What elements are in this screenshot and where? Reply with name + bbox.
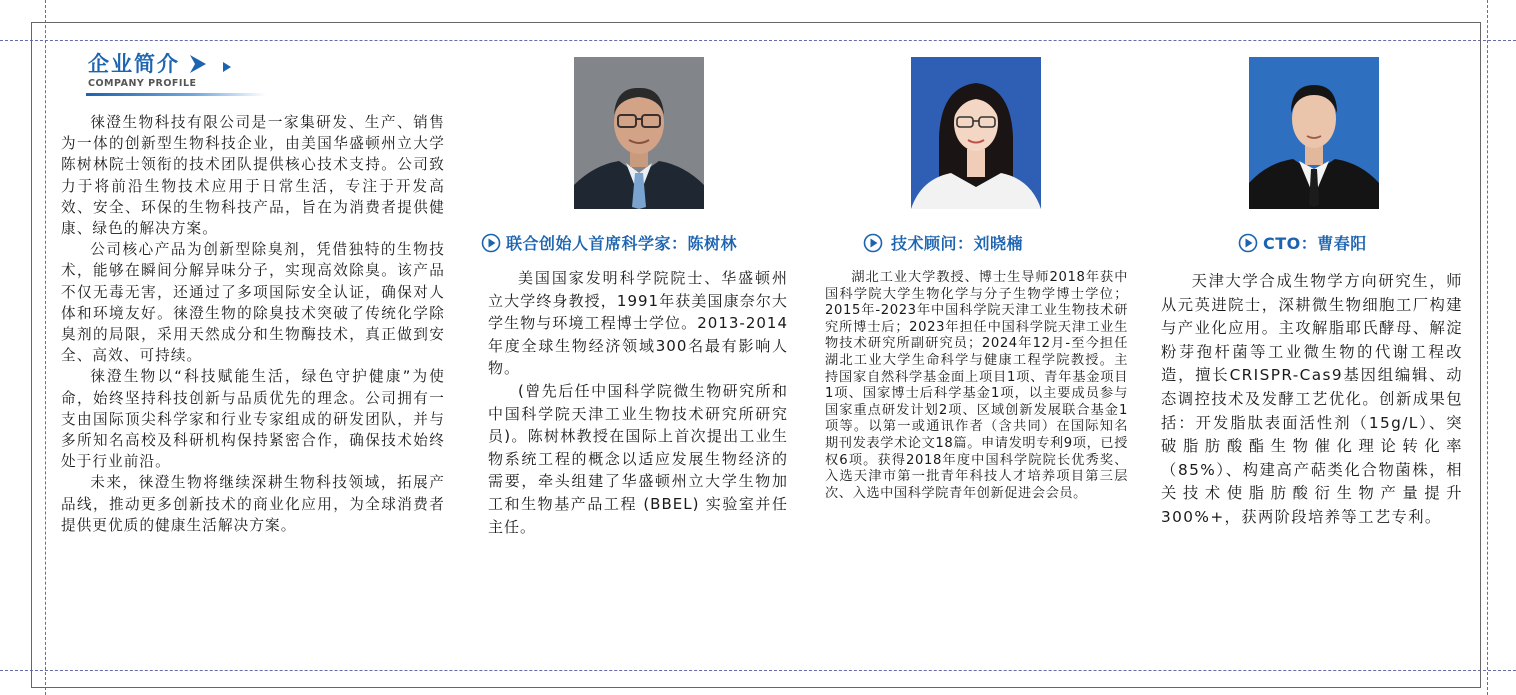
crop-guide-right <box>1487 0 1488 695</box>
bio-paragraph: 湖北工业大学教授、博士生导师2018年获中国科学院大学生物化学与分子生物学博士学位；2015年-2023年中国科学院天津工业生物技术研究所博士后；2023年担任中国科学院天津工业生物技术研究所副研究员；2024年12月-至今担任湖北工业大学生命科学与健康工程学院教授。主持国家自然科学基金面上项目1项、青年基金项目1项、国家博士后科学基金1项，以主要成员参与国家重点研发计划2项、区域创新发展联合基金1项等。以第一或通讯作者（含共同）在国际知名期刊发表学术论文18篇。申请发明专利9项，已授权6项。获得2018年度中国科学院院长优秀奖、入选天津市第一批青年科技人才培养项目第三层次、入选中国科学院青年创新促进会会员。 <box>825 270 1128 501</box>
name-label: 技术顾问：刘晓楠 <box>891 234 1024 253</box>
play-circle-icon <box>1238 233 1258 253</box>
portrait-cto <box>1249 57 1379 209</box>
bio-technical-advisor <box>825 270 1128 502</box>
intro-paragraph: 公司核心产品为创新型除臭剂，凭借独特的生物技术，能够在瞬间分解异味分子，实现高效除臭。该产品不仅无毒无害，还通过了多项国际安全认证，确保对人体和环境友好。徕澄生物的除臭技术突破了传统化学除臭剂的局限，采用天然成分和生物酶技术，真正做到安全、高效、可持续。 <box>61 241 445 365</box>
bio-paragraph: (曾先后任中国科学院微生物研究所和中国科学院天津工业生物技术研究所研究员)。陈树林教授在国际上首次提出工业生物系统工程的概念以适应发展生物经济的需要，牵头组建了华盛顿州立大学生物加工和生物基产品工程 (BBEL) 实验室并任主任。 <box>488 381 788 536</box>
company-intro <box>61 112 445 536</box>
portrait-chief-scientist <box>574 57 704 209</box>
name-label: CTO：曹春阳 <box>1263 234 1367 253</box>
section-subtitle: COMPANY PROFILE <box>88 78 197 89</box>
name-chief-scientist <box>481 231 737 254</box>
arrow-right-icon <box>188 54 208 74</box>
arrow-right-small-icon <box>222 62 232 72</box>
bio-cto <box>1161 270 1463 530</box>
intro-paragraph: 徕澄生物科技有限公司是一家集研发、生产、销售为一体的创新型生物科技企业，由美国华盛顿州立大学陈树林院士领衔的技术团队提供核心技术支持。公司致力于将前沿生物技术应用于日常生活，专注于开发高效、安全、环保的生物科技产品，旨在为消费者提供健康、绿色的解决方案。 <box>61 114 445 238</box>
section-title: 企业简介 <box>88 52 180 76</box>
section-title-rule <box>86 93 266 96</box>
intro-paragraph: 徕澄生物以“科技赋能生活，绿色守护健康”为使命，始终坚持科技创新与品质优先的理念。公司拥有一支由国际顶尖科学家和行业专家组成的研发团队，并与多所知名高校及科研机构保持紧密合作，确保技术始终处于行业前沿。 <box>61 368 445 471</box>
section-header <box>88 50 197 89</box>
bio-paragraph: 美国国家发明科学院院士、华盛顿州立大学终身教授，1991年获美国康奈尔大学生物与环境工程博士学位。2013-2014年度全球生物经济领域300名最有影响人物。 <box>488 269 788 378</box>
play-circle-icon <box>863 233 883 253</box>
bio-chief-scientist <box>488 267 788 538</box>
name-label: 联合创始人首席科学家：陈树林 <box>506 234 738 253</box>
play-circle-icon <box>481 233 501 253</box>
name-cto <box>1238 231 1367 254</box>
name-technical-advisor <box>863 231 1023 254</box>
bio-paragraph: 天津大学合成生物学方向研究生，师从元英进院士，深耕微生物细胞工厂构建与产业化应用。主攻解脂耶氏酵母、解淀粉芽孢杆菌等工业微生物的代谢工程改造，擅长CRISPR-Cas9基因组编辑、动态调控技术及发酵工艺优化。创新成果包括：开发脂肽表面活性剂（15g/L）、突破脂肪酸酯生物催化理论转化率（85%）、构建高产萜类化合物菌株，相关技术使脂肪酸衍生物产量提升300%+，获两阶段培养等工艺专利。 <box>1161 272 1463 526</box>
portrait-technical-advisor <box>911 57 1041 209</box>
intro-paragraph: 未来，徕澄生物将继续深耕生物科技领域，拓展产品线，推动更多创新技术的商业化应用，为全球消费者提供更优质的健康生活解决方案。 <box>61 474 445 534</box>
